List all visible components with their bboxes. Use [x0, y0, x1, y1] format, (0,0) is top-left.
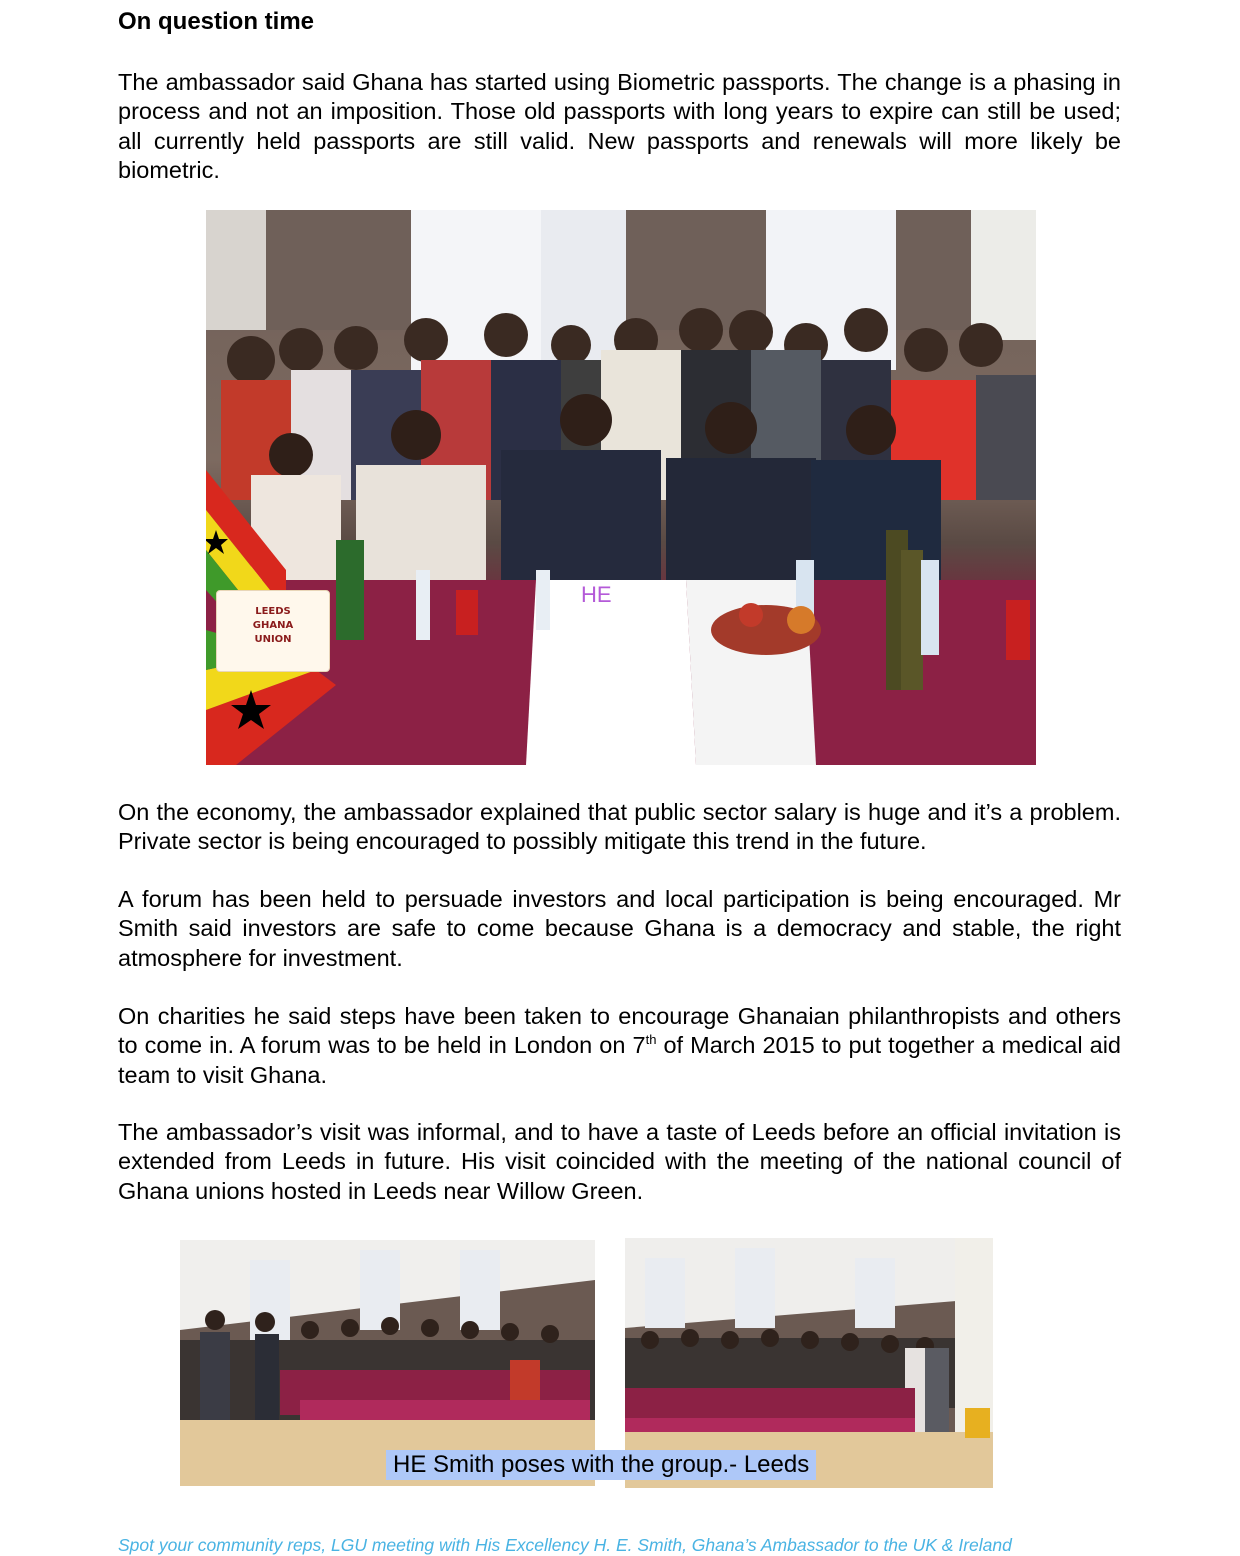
section-heading: On question time — [118, 8, 315, 35]
photo-caption: HE Smith poses with the group.- Leeds — [386, 1450, 816, 1480]
footer-note: Spot your community reps, LGU meeting with His Excellency H. E. Smith, Ghana’s Ambassador to the UK & Ireland — [118, 1535, 1012, 1555]
paragraph-investors: A forum has been held to persuade investors and local participation is being encouraged. Mr Smith said investors are safe to come because Ghana is a democracy and stable, the right atmosphere for investment. — [118, 886, 1121, 971]
leeds-ghana-union-logo: LEEDS GHANA UNION — [216, 590, 330, 672]
paragraph-visit: The ambassador’s visit was informal, and to have a taste of Leeds before an official invitation is extended from Leeds in future. His visit coincided with the meeting of the national council of Ghana unions hosted in Leeds near Willow Green. — [118, 1119, 1121, 1204]
paragraph-economy: On the economy, the ambassador explained that public sector salary is huge and it’s a problem. Private sector is being encouraged to possibly mitigate this trend in the future. — [118, 799, 1121, 855]
group-photo-main — [206, 210, 1036, 765]
group-photo-scene — [206, 210, 1036, 765]
paragraph-charities: On charities he said steps have been taken to encourage Ghanaian philanthropists and others to come in. A forum was to be held in London on 7th of March 2015 to put together a medical aid team to visit Ghana. — [118, 1003, 1121, 1088]
paragraph-passports: The ambassador said Ghana has started using Biometric passports. The change is a phasing in process and not an imposition. Those old passports with long years to expire can still be used; all currently held passports are still valid. New passports and renewals will more likely be biometric. — [118, 69, 1121, 183]
he-label: HE — [581, 582, 612, 607]
